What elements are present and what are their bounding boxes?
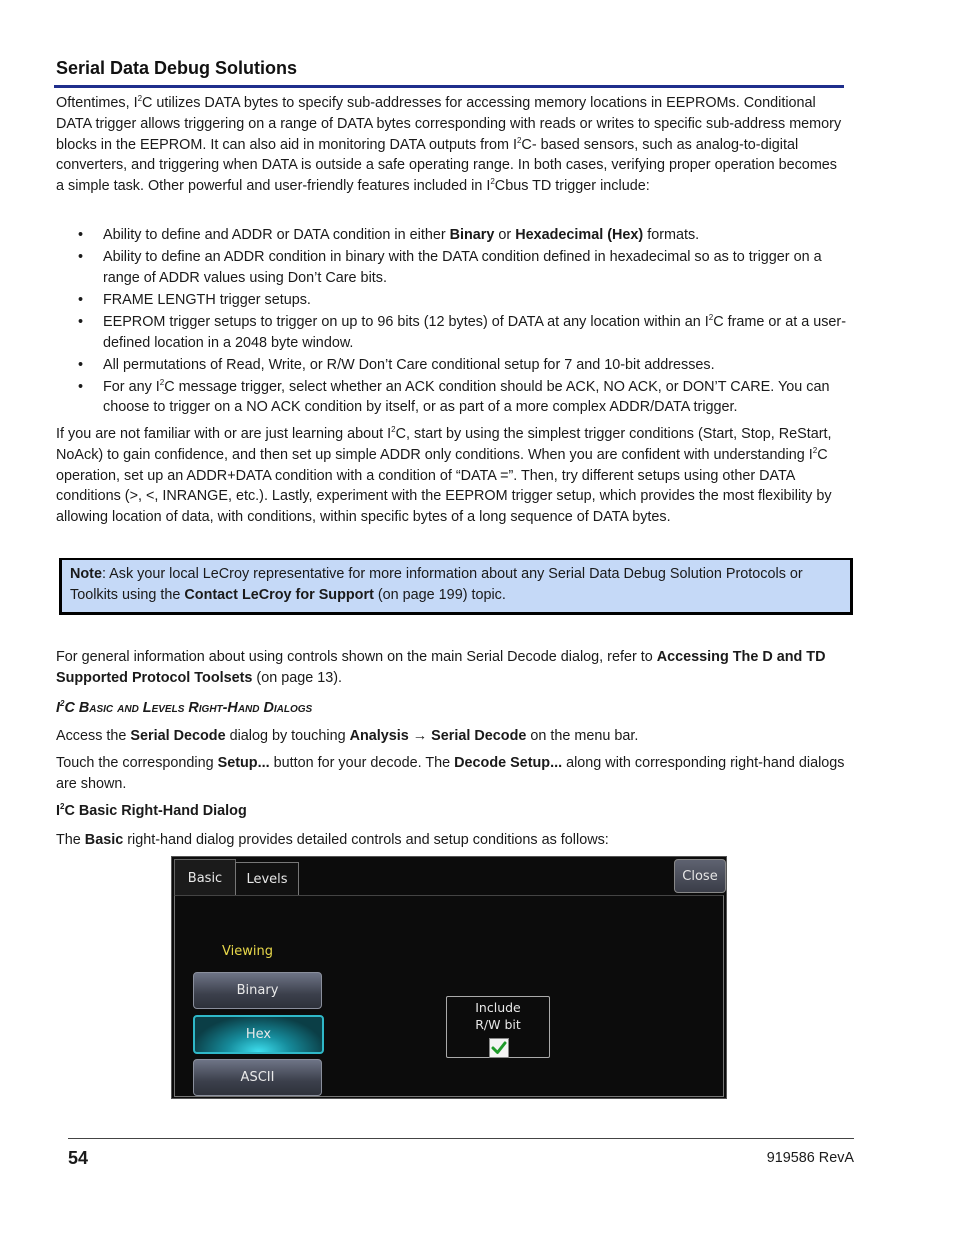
binary-button[interactable]: Binary [193, 972, 322, 1009]
access-paragraph: Access the Serial Decode dialog by touching Analysis → Serial Decode on the menu bar. [56, 728, 639, 744]
title-rule [54, 85, 844, 88]
include-rw-bit-control[interactable] [446, 996, 550, 1058]
document-id: 919586 RevA [766, 1150, 854, 1166]
tab-basic[interactable]: Basic [174, 859, 236, 896]
intro-paragraph: Oftentimes, $I^2C$ utilizes DATA bytes to specify sub-addresses for accessing memory locations in EEPROMs. Conditional DATA trigger allows triggering on a range of DATA bytes corresponding with reads or writes to specific sub-address memory blocks in the EEPROM. It can also aid in monitoring DATA outputs from $I^2C-$ based sensors, such as analog-to-digital converters, and triggering when DATA is outside a safe operating range. In both cases, verifying proper operation becomes a simple task. Other powerful and user-friendly features included in $I^2Cbus$ TD trigger include: [56, 94, 842, 195]
basic-dialog-paragraph: The Basic right-hand dialog provides detailed controls and setup conditions as follows: [56, 832, 609, 848]
note-box: Note: Ask your local LeCroy representative for more information about any Serial Data Debug Solution Protocols or Toolkits using the Contact LeCroy for Support (on page 199) topic. [59, 558, 853, 615]
hex-button[interactable]: Hex [193, 1015, 324, 1054]
feature-list [56, 225, 846, 419]
basic-panel [174, 895, 724, 1097]
list-item: • For any $I^2C$ message trigger, select whether an ACK condition should be ACK, NO ACK, or DON’T CARE. You can choose to trigger on a NO ACK condition by itself, or as part of a more complex ADDR/DATA trigger. [56, 377, 846, 419]
rw-label-line1: Include [475, 1000, 521, 1015]
ascii-button[interactable]: ASCII [193, 1059, 322, 1096]
contact-support-link[interactable]: Contact LeCroy for Support [184, 586, 374, 603]
list-item: • Ability to define and ADDR or DATA condition in either Binary or Hexadecimal (Hex) formats. [56, 225, 846, 246]
page-number: 54 [68, 1148, 89, 1168]
list-item: • Ability to define an ADDR condition in binary with the DATA condition defined in hexadecimal so as to trigger on a range of ADDR values using Don’t Care bits. [56, 247, 846, 289]
page-title: Serial Data Debug Solutions [56, 58, 298, 78]
section-heading: $I^2C$ Basic and Levels Right-Hand Dialogs [56, 699, 313, 716]
list-item: • FRAME LENGTH trigger setups. [56, 290, 846, 311]
close-button[interactable]: Close [674, 859, 726, 893]
viewing-label: Viewing [222, 944, 273, 959]
i2c-basic-dialog [171, 856, 727, 1099]
list-item: • EEPROM trigger setups to trigger on up to 96 bits (12 bytes) of DATA at any location within an $I^2C$ frame or at a user-defined location in a 2048 byte window. [56, 312, 846, 354]
accessing-toolsets-link[interactable]: Accessing The D and TD Supported Protocol Toolsets [56, 649, 826, 686]
setup-paragraph: Touch the corresponding Setup... button for your decode. The Decode Setup... along with corresponding right-hand dialogs are shown. [56, 755, 845, 792]
subsection-heading: $I^2C$ Basic Right-Hand Dialog [56, 802, 247, 819]
checkmark-icon [490, 1039, 508, 1057]
rw-label-line2: R/W bit [475, 1017, 521, 1032]
reference-paragraph: For general information about using controls shown on the main Serial Decode dialog, refer to Accessing The D and TD Supported Protocol Toolsets (on page 13). [56, 649, 826, 686]
tab-levels[interactable]: Levels [235, 862, 299, 896]
rw-checkbox[interactable] [489, 1038, 509, 1058]
list-item: • All permutations of Read, Write, or R/W Don’t Care conditional setup for 7 and 10-bit addresses. [56, 355, 846, 376]
footer-rule [68, 1138, 854, 1139]
guidance-paragraph: If you are not familiar with or are just learning about $I^2C$, start by using the simplest trigger conditions (Start, Stop, ReStart, NoAck) to gain confidence, and then set up simple ADDR only conditions. When you are confident with understanding $I^2C$ operation, set up an ADDR+DATA condition with a condition of “DATA =”. Then, try different setups using other DATA conditions (>, <, INRANGE, etc.). Lastly, experiment with the EEPROM trigger setup, which provides the most flexibility by allowing location of data, with conditions, within specific bytes of a long sequence of DATA bytes. [56, 425, 832, 526]
